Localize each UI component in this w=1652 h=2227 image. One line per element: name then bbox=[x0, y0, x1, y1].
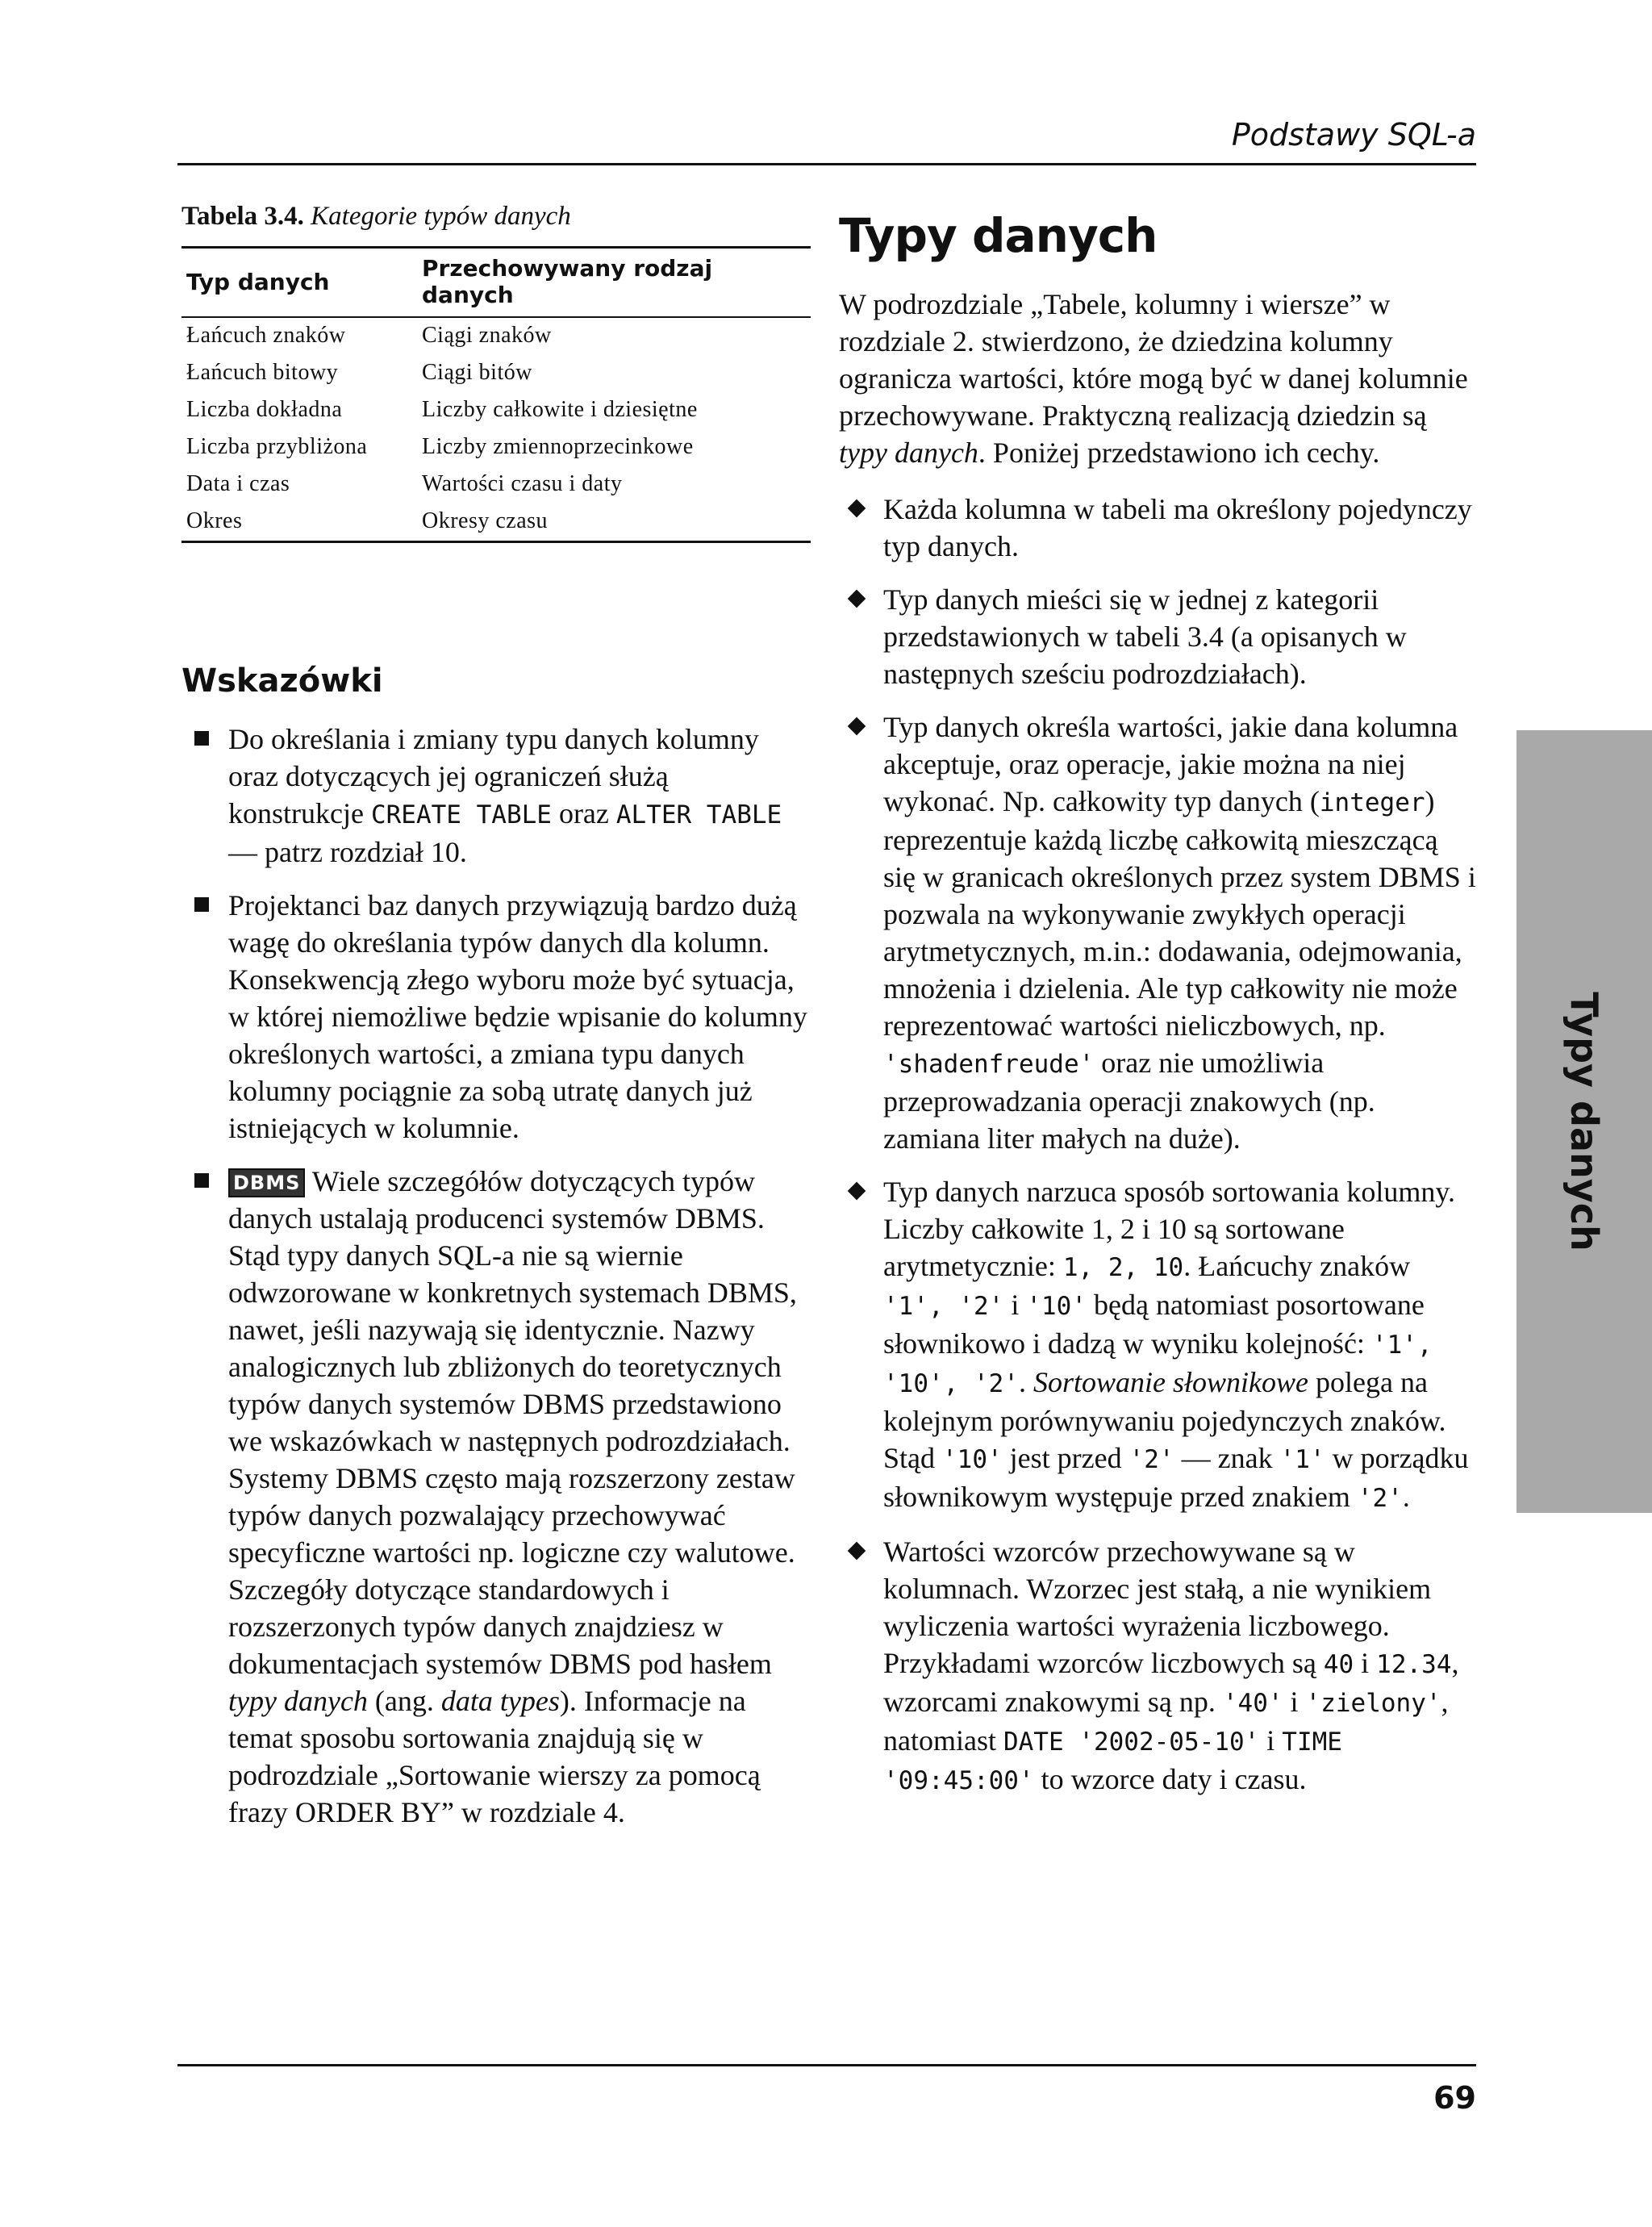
tip-item bbox=[181, 887, 811, 1147]
diamond-bullet-icon bbox=[848, 1182, 866, 1201]
table-caption-number: Tabela 3.4. bbox=[181, 202, 304, 231]
table-cell: Ciągi znaków bbox=[422, 323, 552, 348]
feature-text: i bbox=[1283, 1686, 1306, 1718]
code-snippet: '10' bbox=[1026, 1292, 1087, 1321]
feature-text: Typ danych narzuca sposób sortowania kolumny. Liczby całkowite 1, 2 i 10 są sortowane arytmetycznie: bbox=[883, 1176, 1455, 1282]
right-column bbox=[839, 208, 1476, 1815]
feature-text: i bbox=[1003, 1289, 1027, 1321]
table-header-row bbox=[181, 248, 811, 318]
feature-text: będą natomiast posortowane słownikowo i dadzą w wyniku kolejność: bbox=[883, 1289, 1425, 1360]
table-row bbox=[181, 466, 811, 503]
feature-text: . Łańcuchy znaków bbox=[1183, 1250, 1411, 1282]
diamond-bullet-icon bbox=[848, 1542, 866, 1561]
tip-text: Projektanci baz danych przywiązują bardzo dużą wagę do określania typów danych dla kolumn. Konsekwencją złego wyboru może być sytuacja, w której niemożliwe będzie wpisanie do kolumny określonych wartości, a zmiana typu danych kolumny pociągnie za sobą utratę danych już istniejących w kolumnie. bbox=[228, 889, 807, 1144]
column-header-stored-kind: Przechowywany rodzaj danych bbox=[417, 248, 811, 318]
code-snippet: 'zielony' bbox=[1305, 1689, 1441, 1718]
italic-term: Sortowanie słownikowe bbox=[1032, 1366, 1308, 1398]
code-snippet: DATE '2002-05-10' bbox=[1003, 1728, 1260, 1757]
feature-item bbox=[839, 708, 1476, 1157]
table-row bbox=[181, 503, 811, 542]
square-bullet-icon bbox=[194, 897, 209, 912]
table-row bbox=[181, 355, 811, 392]
code-snippet: '1' bbox=[1279, 1445, 1325, 1474]
italic-term: data types bbox=[440, 1685, 560, 1717]
table-caption bbox=[181, 202, 811, 232]
table-cell: Łańcuch znaków bbox=[186, 323, 346, 348]
diamond-bullet-icon bbox=[848, 590, 866, 608]
feature-text: Typ danych mieści się w jednej z kategorii przedstawionych w tabeli 3.4 (a opisanych w następnych sześciu podrozdziałach). bbox=[883, 583, 1407, 690]
feature-text: . bbox=[1402, 1481, 1410, 1513]
code-snippet: 1, 2, 10 bbox=[1062, 1253, 1184, 1282]
code-snippet: '2' bbox=[1357, 1484, 1403, 1513]
running-header: Podstawy SQL-a bbox=[1231, 117, 1476, 153]
feature-text: Każda kolumna w tabeli ma określony pojedynczy typ danych. bbox=[883, 493, 1472, 562]
table-cell: Liczby całkowite i dziesiętne bbox=[422, 397, 698, 422]
table-cell: Liczby zmiennoprzecinkowe bbox=[422, 434, 694, 459]
table-cell: Okres bbox=[181, 503, 417, 542]
features-list bbox=[839, 491, 1476, 1799]
feature-item bbox=[839, 581, 1476, 692]
feature-text: polega na kolejnym porównywaniu pojedynczych znaków. Stąd bbox=[883, 1366, 1446, 1474]
tip-text: oraz bbox=[551, 797, 616, 829]
tip-text: Wiele szczegółów dotyczących typów danych ustalają producenci systemów DBMS. Stąd typy danych SQL-a nie są wiernie odwzorowane w konkretnych systemach DBMS, nawet, jeśli nazywają się identycznie. Nazwy analogicznych lub zbliżonych do teoretycznych typów danych systemów DBMS przedstawiono we wskazówkach w następnych podrozdziałach. Systemy DBMS często mają rozszerzony zestaw typów danych pozwalający przechowywać specyficzne wartości np. logiczne czy walutowe. Szczegóły dotyczące standardowych i rozszerzonych typów danych znajdziesz w dokumentacjach systemów DBMS pod hasłem bbox=[228, 1165, 797, 1680]
header-rule bbox=[177, 163, 1476, 165]
code-snippet: 12.34 bbox=[1376, 1650, 1452, 1679]
intro-text: . Poniżej przedstawiono ich cechy. bbox=[978, 437, 1380, 469]
diamond-bullet-icon bbox=[848, 499, 866, 518]
data-types-table bbox=[181, 246, 811, 543]
code-snippet: 'shadenfreude' bbox=[883, 1050, 1095, 1079]
tip-text: (ang. bbox=[367, 1685, 441, 1717]
table-cell: Liczba dokładna bbox=[186, 397, 343, 422]
code-snippet: 40 bbox=[1323, 1650, 1354, 1679]
table-row bbox=[181, 392, 811, 429]
feature-text: . bbox=[1018, 1366, 1033, 1398]
tips-list bbox=[181, 721, 811, 1831]
feature-text: — znak bbox=[1174, 1442, 1280, 1474]
tip-text: Do określania i zmiany typu danych kolumny oraz dotyczących jej ograniczeń służą konstrukcje bbox=[228, 723, 759, 829]
table-cell: Ciągi bitów bbox=[422, 360, 532, 385]
feature-text: , natomiast bbox=[883, 1686, 1449, 1757]
code-snippet: integer bbox=[1319, 788, 1425, 817]
side-tab-label: Typy danych bbox=[1562, 992, 1606, 1251]
square-bullet-icon bbox=[194, 731, 209, 746]
code-snippet: TIME '09:45:00' bbox=[883, 1728, 1342, 1795]
code-snippet: '40' bbox=[1222, 1689, 1283, 1718]
table-cell: Wartości czasu i daty bbox=[422, 471, 623, 496]
feature-text: , wzorcami znakowymi są np. bbox=[883, 1647, 1459, 1718]
feature-text: i bbox=[1354, 1647, 1377, 1679]
tip-text: ). Informacje na temat sposobu sortowania znajdują się w podrozdziale „Sortowanie wierszy za pomocą frazy ORDER BY” w rozdziale 4. bbox=[228, 1685, 761, 1828]
code-snippet: '1', '10', '2' bbox=[883, 1331, 1433, 1398]
table-row bbox=[181, 317, 811, 355]
column-header-type: Typ danych bbox=[181, 248, 417, 318]
tip-item bbox=[181, 721, 811, 871]
table-cell: Okresy czasu bbox=[417, 503, 811, 542]
table-cell: Data i czas bbox=[186, 471, 290, 496]
dbms-badge-icon: DBMS bbox=[228, 1168, 305, 1197]
code-snippet: '2' bbox=[1128, 1445, 1174, 1474]
feature-item bbox=[839, 1173, 1476, 1517]
feature-item bbox=[839, 1533, 1476, 1799]
table-caption-title: Kategorie typów danych bbox=[311, 202, 571, 231]
tip-text: — patrz rozdział 10. bbox=[228, 836, 467, 868]
table-row bbox=[181, 429, 811, 466]
footer-rule bbox=[177, 2064, 1476, 2066]
feature-item bbox=[839, 491, 1476, 565]
code-snippet: ALTER TABLE bbox=[615, 800, 782, 829]
table-cell: Łańcuch bitowy bbox=[186, 360, 339, 385]
feature-text: to wzorce daty i czasu. bbox=[1033, 1763, 1307, 1795]
feature-text: Typ danych określa wartości, jakie dana kolumna akceptuje, oraz operacje, jakie można na niej wykonać. Np. całkowity typ danych ( bbox=[883, 711, 1458, 817]
feature-text: jest przed bbox=[1002, 1442, 1129, 1474]
feature-text: oraz nie umożliwia przeprowadzania operacji znakowych (np. zamiana liter małych na duże). bbox=[883, 1047, 1375, 1155]
intro-paragraph bbox=[839, 286, 1476, 471]
square-bullet-icon bbox=[194, 1173, 209, 1188]
feature-text: i bbox=[1259, 1724, 1283, 1757]
tips-heading: Wskazówki bbox=[181, 662, 383, 700]
italic-term: typy danych bbox=[228, 1685, 368, 1717]
feature-text: Wartości wzorców przechowywane są w kolumnach. Wzorzec jest stałą, a nie wynikiem wyliczenia wartości wyrażenia liczbowego. Przykładami wzorców liczbowych są bbox=[883, 1536, 1432, 1679]
left-column bbox=[181, 202, 811, 1847]
code-snippet: '10' bbox=[942, 1445, 1003, 1474]
tip-item bbox=[181, 1163, 811, 1831]
code-snippet: '1', '2' bbox=[883, 1292, 1004, 1321]
table-cell: Liczba przybliżona bbox=[186, 434, 368, 459]
chapter-side-tab bbox=[1516, 730, 1652, 1513]
feature-text: w porządku słownikowym występuje przed znakiem bbox=[883, 1442, 1469, 1513]
intro-text: W podrozdziale „Tabele, kolumny i wiersze” w rozdziale 2. stwierdzono, że dziedzina kolumny ogranicza wartości, które mogą być w danej kolumnie przechowywane. Praktyczną realizacją dziedzin są bbox=[839, 288, 1468, 432]
page-number: 69 bbox=[1433, 2080, 1476, 2116]
feature-text: ) reprezentuje każdą liczbę całkowitą mieszczącą się w granicach określonych przez system DBMS i pozwala na wykonywanie zwykłych operacji arytmetycznych, m.in.: dodawania, odejmowania, mnożenia i dzielenia. Ale typ całkowity nie może reprezentować wartości nieliczbowych, np. bbox=[883, 785, 1476, 1042]
italic-term: typy danych bbox=[839, 437, 978, 469]
diamond-bullet-icon bbox=[848, 717, 866, 736]
section-title: Typy danych bbox=[839, 208, 1158, 263]
code-snippet: CREATE TABLE bbox=[370, 800, 552, 829]
